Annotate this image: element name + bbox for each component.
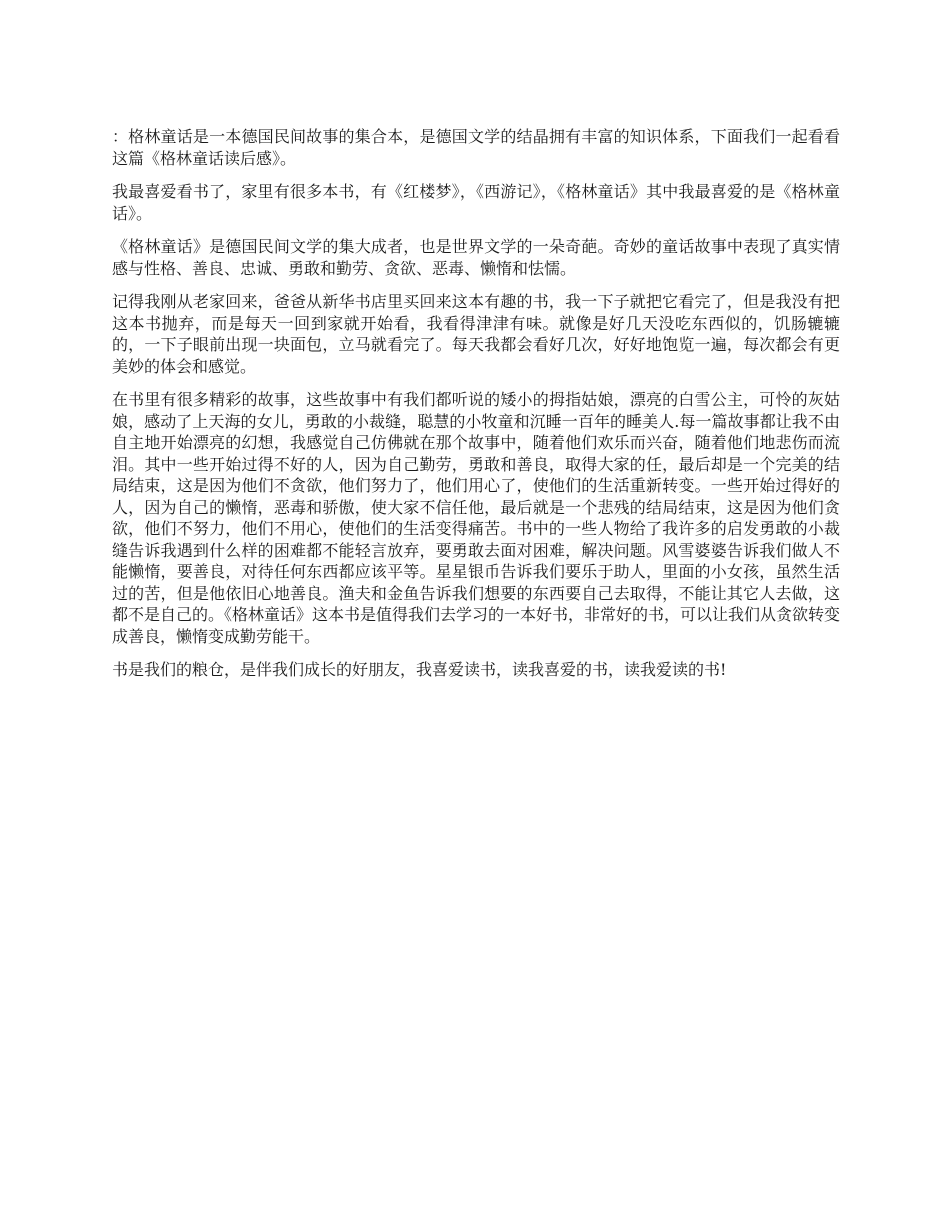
paragraph-about-grimm: 《格林童话》是德国民间文学的集大成者，也是世界文学的一朵奇葩。奇妙的童话故事中表现了真实情感与性格、善良、忠诚、勇敢和勤劳、贪欲、恶毒、懒惰和怯懦。 (112, 237, 840, 278)
document-body (112, 126, 840, 693)
paragraph-conclusion: 书是我们的粮仓，是伴我们成长的好朋友，我喜爱读书，读我喜爱的书，读我爱读的书! (112, 660, 727, 679)
paragraph-stories: 在书里有很多精彩的故事，这些故事中有我们都听说的矮小的拇指姑娘，漂亮的白雪公主，可怜的灰姑娘，感动了上天海的女儿，勇敢的小裁缝，聪慧的小牧童和沉睡一百年的睡美人.每一篇故事都让我不由自主地开始漂亮的幻想，我感觉自己仿佛就在那个故事中，随着他们欢乐而兴奋，随着他们地悲伤而流泪。其中一些开始过得不好的人，因为自己勤劳，勇敢和善良，取得大家的任，最后却是一个完美的结局结束，这是因为他们不贪欲，他们努力了，他们用心了，使他们的生活重新转变。一些开始过得好的人，因为自己的懒惰，恶毒和骄傲，使大家不信任他，最后就是一个悲残的结局结束，这是因为他们贪欲，他们不努力，他们不用心，使他们的生活变得痛苦。书中的一些人物给了我许多的启发勇敢的小裁缝告诉我遇到什么样的困难都不能轻言放弃，要勇敢去面对困难，解决问题。风雪婆婆告诉我们做人不能懒惰，要善良，对待任何东西都应该平等。星星银币告诉我们要乐于助人，里面的小女孩，虽然生活过的苦，但是他依旧心地善良。渔夫和金鱼告诉我们想要的东西要自己去取得，不能让其它人去做，这都不是自己的。《格林童话》这本书是值得我们去学习的一本好书，非常好的书，可以让我们从贪欲转变成善良，懒惰变成勤劳能干。 (112, 390, 841, 646)
paragraph-reading-experience: 记得我刚从老家回来，爸爸从新华书店里买回来这本有趣的书，我一下子就把它看完了，但是我没有把这本书抛弃，而是每天一回到家就开始看，我看得津津有味。就像是好几天没吃东西似的，饥肠辘辘的，一下子眼前出现一块面包，立马就看完了。每天我都会看好几次，好好地饱览一遍，每次都会有更美妙的体会和感觉。 (112, 292, 840, 376)
paragraph-intro: ：格林童话是一本德国民间故事的集合本，是德国文学的结晶拥有丰富的知识体系，下面我们一起看看这篇《格林童话读后感》。 (112, 127, 840, 168)
paragraph-favorite-books: 我最喜爱看书了，家里有很多本书，有《红楼梦》，《西游记》，《格林童话》其中我最喜爱的是《格林童话》。 (112, 182, 840, 223)
